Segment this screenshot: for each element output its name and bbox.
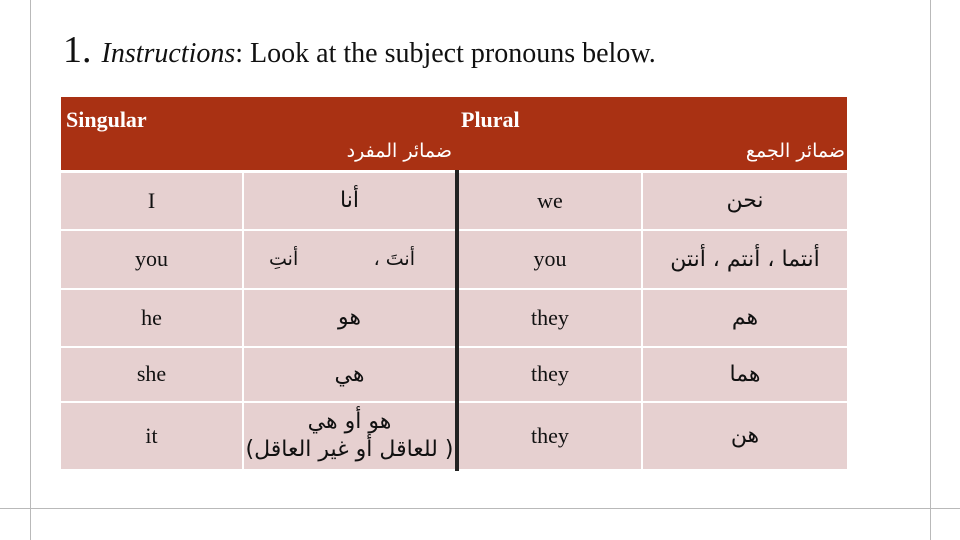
cell-plural-en: you [457,230,642,289]
title-text: : Look at the subject pronouns below. [235,38,656,69]
table-row [61,172,847,230]
table-header [61,97,847,172]
cell-singular-ar: هي [243,347,457,402]
cell-singular-ar: أنا [243,172,457,230]
title-lead: Instructions [101,38,236,69]
header-plural: Plural [461,107,520,132]
frame-line-left [30,0,31,540]
table-row [61,230,847,289]
header-singular-arabic: ضمائر المفرد [346,140,452,162]
cell-plural-ar: هم [642,289,847,347]
cell-singular-en: it [61,402,243,470]
cell-plural-en: we [457,172,642,230]
cell-singular-en: he [61,289,243,347]
cell-plural-ar: نحن [642,172,847,230]
cell-plural-en: they [457,347,642,402]
cell-singular-ar: هو [243,289,457,347]
cell-plural-ar: هن [642,402,847,470]
singular-ar-fem: أنتِ [269,248,299,270]
table-row [61,347,847,402]
table-row [61,402,847,470]
frame-line-bottom [0,508,960,509]
header-plural-arabic: ضمائر الجمع [745,140,845,162]
cell-plural-en: they [457,402,642,470]
pronoun-table [61,97,847,471]
cell-plural-en: they [457,289,642,347]
singular-ar-line1: هو أو هي [307,408,392,434]
singular-ar-masc: أنتَ ، [373,248,415,270]
frame-line-right [930,0,931,540]
header-singular: Singular [66,107,147,132]
table-row [61,289,847,347]
singular-ar-line2: ( للعاقل أو غير العاقل) [245,436,454,462]
cell-singular-ar [243,230,457,289]
cell-singular-en: she [61,347,243,402]
title-number: 1. [63,29,92,71]
slide-title [63,28,656,72]
cell-singular-en: you [61,230,243,289]
cell-plural-ar: هما [642,347,847,402]
cell-plural-ar: أنتما ، أنتم ، أنتن [642,230,847,289]
cell-singular-ar [243,402,457,470]
cell-singular-en: I [61,172,243,230]
table-header-row [61,97,847,172]
